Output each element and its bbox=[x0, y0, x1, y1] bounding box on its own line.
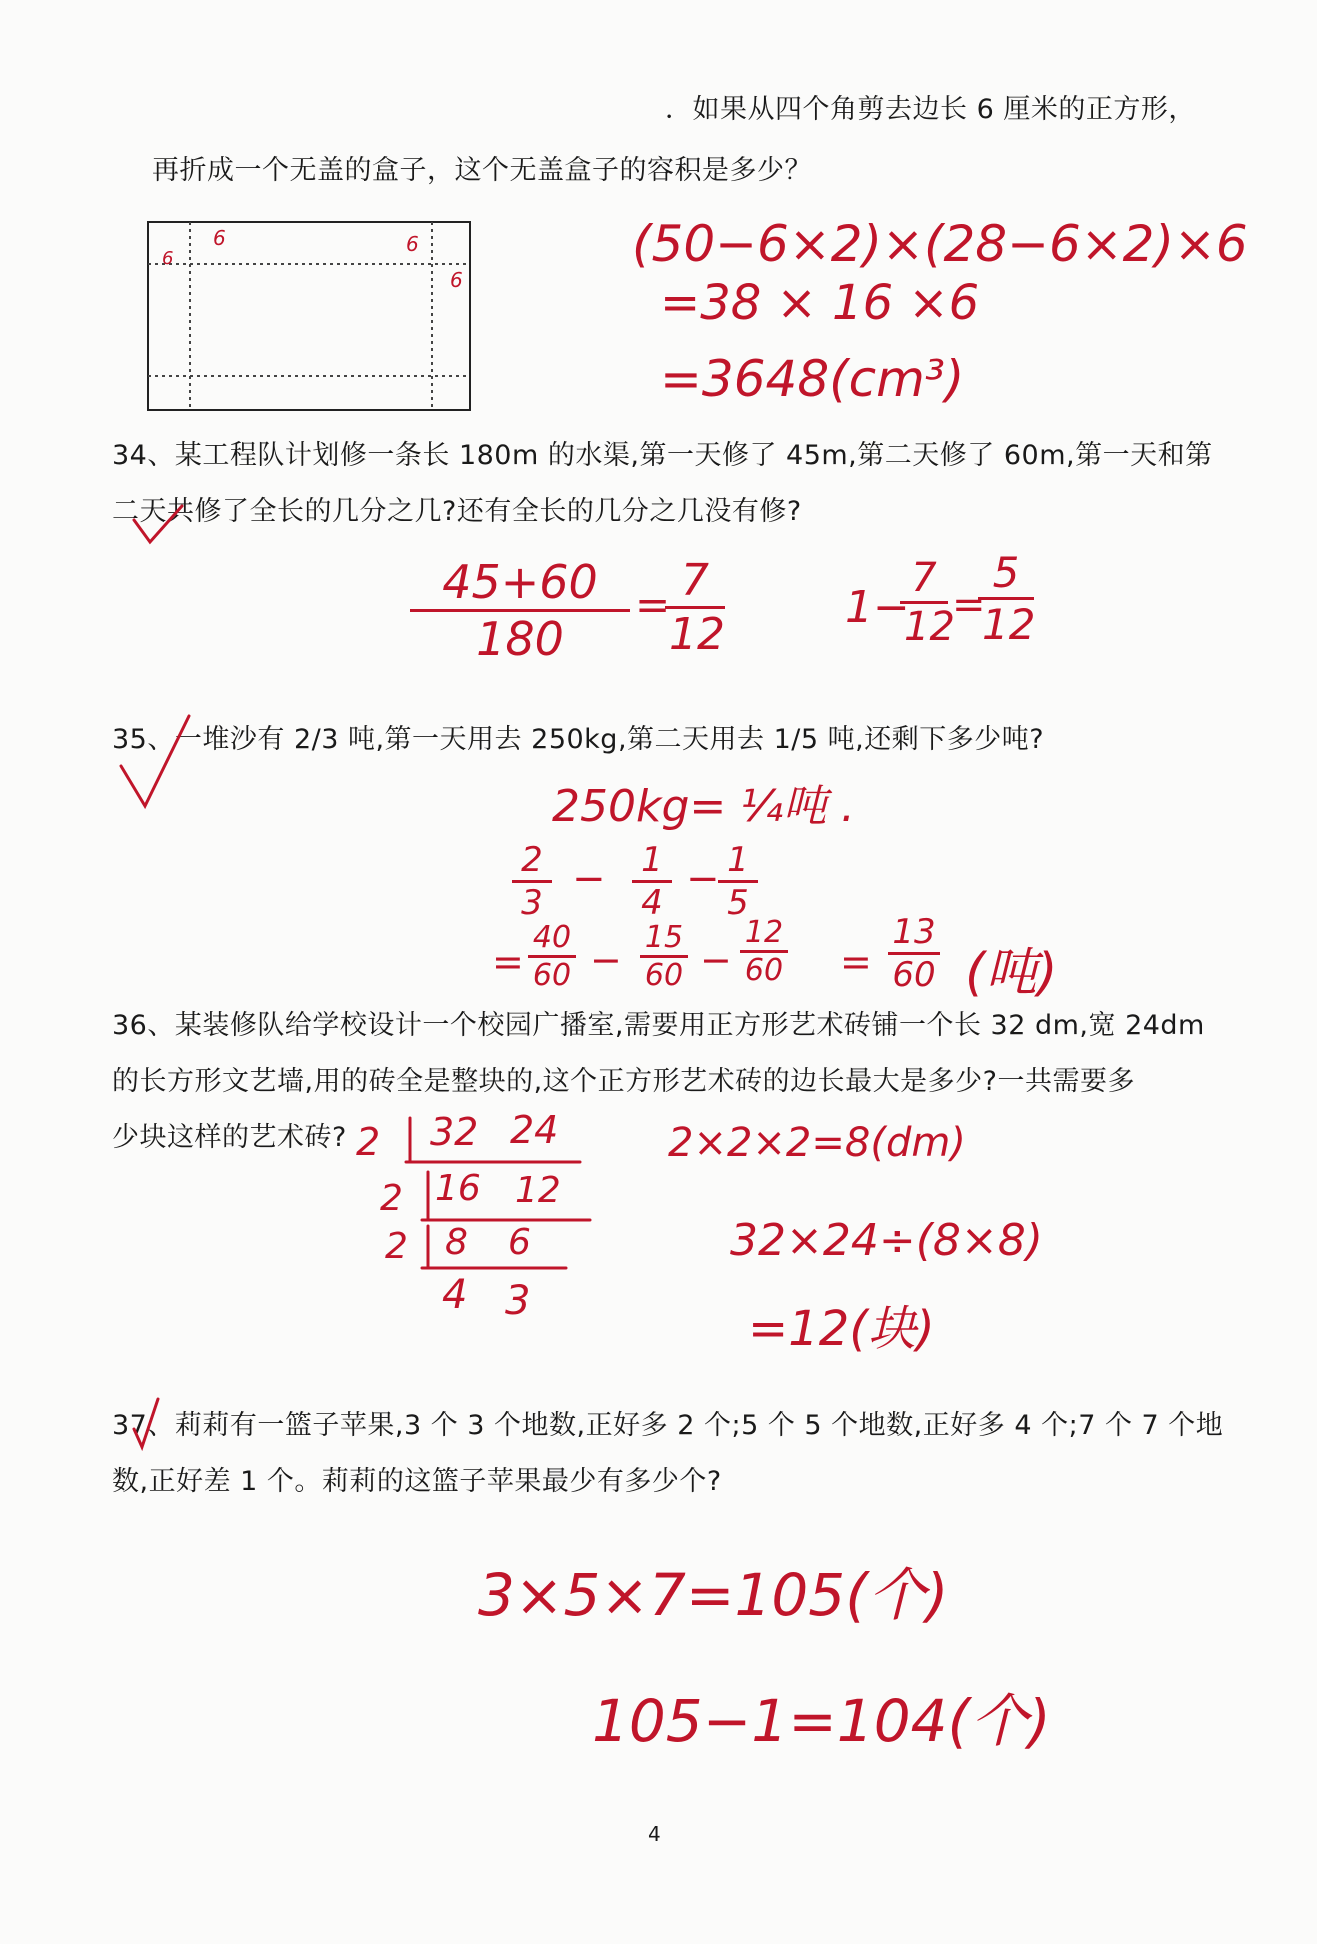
p34-frac1b-den: 12 bbox=[669, 609, 725, 660]
p35-work-line1: 250kg= ¼吨 . bbox=[552, 781, 855, 832]
p35-frac-e-den: 60 bbox=[644, 958, 684, 993]
p36-div-d2: 2 bbox=[380, 1178, 403, 1219]
p36-div-d3: 2 bbox=[385, 1226, 408, 1267]
p34-fraction-4 bbox=[978, 548, 1034, 649]
p36-div-b4: 3 bbox=[505, 1278, 531, 1324]
p35-frac-g bbox=[888, 912, 940, 995]
p35-frac-c bbox=[718, 840, 758, 923]
p35-frac-c-num: 1 bbox=[718, 840, 758, 883]
p33-text-line2: 再折成一个无盖的盒子，这个无盖盒子的容积是多少？ bbox=[152, 155, 812, 186]
p35-frac-a-den: 3 bbox=[521, 883, 543, 923]
p35-frac-g-num: 13 bbox=[888, 912, 940, 955]
p35-frac-d-den: 60 bbox=[532, 958, 572, 993]
p37-text-line1: 37、莉莉有一篮子苹果,3 个 3 个地数,正好多 2 个;5 个 5 个地数,正好多 4 个;7 个 7 个地 bbox=[112, 1410, 1224, 1441]
p34-frac2-den: 12 bbox=[904, 604, 955, 650]
p35-eq-1: = bbox=[492, 940, 524, 984]
p35-frac-c-den: 5 bbox=[727, 883, 749, 923]
page-number: 4 bbox=[648, 1822, 661, 1846]
p35-frac-e-num: 15 bbox=[640, 920, 688, 958]
p33-box-figure bbox=[146, 220, 476, 416]
p33-work-line3: =3648(cm³) bbox=[660, 350, 965, 408]
p35-frac-e bbox=[640, 920, 688, 993]
p34-frac1b-num: 7 bbox=[665, 555, 725, 609]
p36-div-a2: 16 bbox=[435, 1168, 481, 1209]
p35-frac-f bbox=[740, 915, 788, 988]
p35-minus-2: − bbox=[686, 856, 720, 902]
p35-check-mark bbox=[115, 712, 195, 812]
p36-division-lines bbox=[370, 1110, 600, 1310]
p33-fig-label-3: 6 bbox=[406, 232, 419, 256]
p35-frac-a bbox=[512, 840, 552, 923]
p34-eq2: = bbox=[952, 582, 986, 628]
p34-eq1: = bbox=[635, 580, 671, 629]
p35-text: 35、一堆沙有 2/3 吨,第一天用去 250kg,第二天用去 1/5 吨,还剩下多少吨? bbox=[112, 724, 1045, 755]
p37-check-mark bbox=[128, 1395, 164, 1455]
p36-div-b1: 24 bbox=[510, 1108, 559, 1152]
p34-fraction-1 bbox=[410, 555, 630, 666]
p37-work-line1: 3×5×7=105(个) bbox=[478, 1561, 949, 1629]
p35-minus-4: − bbox=[700, 938, 732, 982]
p33-fig-label-1: 6 bbox=[162, 248, 174, 269]
p34-text-line2: 二天共修了全长的几分之几?还有全长的几分之几没有修? bbox=[112, 496, 802, 527]
p35-frac-a-num: 2 bbox=[512, 840, 552, 883]
p36-div-a3: 8 bbox=[445, 1222, 468, 1263]
p35-minus-3: − bbox=[590, 938, 622, 982]
p35-frac-f-num: 12 bbox=[740, 915, 788, 953]
p36-text-line2: 的长方形文艺墙,用的砖全是整块的,这个正方形艺术砖的边长最大是多少?一共需要多 bbox=[112, 1066, 1135, 1097]
p35-frac-g-den: 60 bbox=[892, 955, 936, 995]
p33-fig-label-2: 6 bbox=[213, 226, 226, 250]
p34-frac3-den: 12 bbox=[982, 600, 1036, 649]
p35-frac-d bbox=[528, 920, 576, 993]
p35-frac-d-num: 40 bbox=[528, 920, 576, 958]
p35-frac-b bbox=[632, 840, 672, 923]
p33-fig-label-4: 6 bbox=[450, 268, 463, 292]
p34-frac1-num: 45+60 bbox=[410, 555, 630, 612]
p34-frac3-num: 5 bbox=[978, 548, 1034, 600]
p33-work-line2: =38 × 16 ×6 bbox=[660, 275, 980, 331]
p36-div-a4: 4 bbox=[442, 1272, 468, 1318]
p36-div-a1: 32 bbox=[430, 1110, 479, 1154]
p36-work-line1: 2×2×2=8(dm) bbox=[668, 1120, 966, 1166]
p36-div-b2: 12 bbox=[515, 1170, 561, 1211]
p35-frac-b-den: 4 bbox=[641, 883, 663, 923]
p33-text-line1: ．如果从四个角剪去边长 6 厘米的正方形， bbox=[665, 94, 1196, 125]
p36-div-b3: 6 bbox=[508, 1222, 531, 1263]
p35-unit: (吨) bbox=[965, 943, 1058, 1003]
p35-frac-f-den: 60 bbox=[744, 953, 784, 988]
p35-minus-1: − bbox=[572, 856, 606, 902]
p36-work-line3: =12(块) bbox=[748, 1301, 935, 1357]
p35-frac-b-num: 1 bbox=[632, 840, 672, 883]
p34-fraction-2 bbox=[665, 555, 725, 660]
p33-work-line1: (50−6×2)×(28−6×2)×6 bbox=[632, 215, 1248, 273]
p34-check-mark bbox=[130, 500, 190, 550]
p37-work-line2: 105−1=104(个) bbox=[592, 1687, 1051, 1755]
p34-frac2-num: 7 bbox=[900, 555, 948, 604]
p36-work-line2: 32×24÷(8×8) bbox=[730, 1215, 1043, 1266]
p36-text-line1: 36、某装修队给学校设计一个校园广播室,需要用正方形艺术砖铺一个长 32 dm,宽 24dm bbox=[112, 1010, 1205, 1041]
p34-text-line1: 34、某工程队计划修一条长 180m 的水渠,第一天修了 45m,第二天修了 60m,第一天和第 bbox=[112, 440, 1213, 471]
p35-eq-2: = bbox=[840, 940, 872, 984]
p36-div-d1: 2 bbox=[356, 1120, 381, 1164]
p34-part2-a: 1− bbox=[845, 582, 910, 633]
p34-fraction-3 bbox=[900, 555, 955, 650]
p36-text-line3: 少块这样的艺术砖? bbox=[112, 1122, 347, 1153]
p34-frac1-den: 180 bbox=[476, 612, 564, 666]
p37-text-line2: 数,正好差 1 个。莉莉的这篮子苹果最少有多少个? bbox=[112, 1466, 722, 1497]
